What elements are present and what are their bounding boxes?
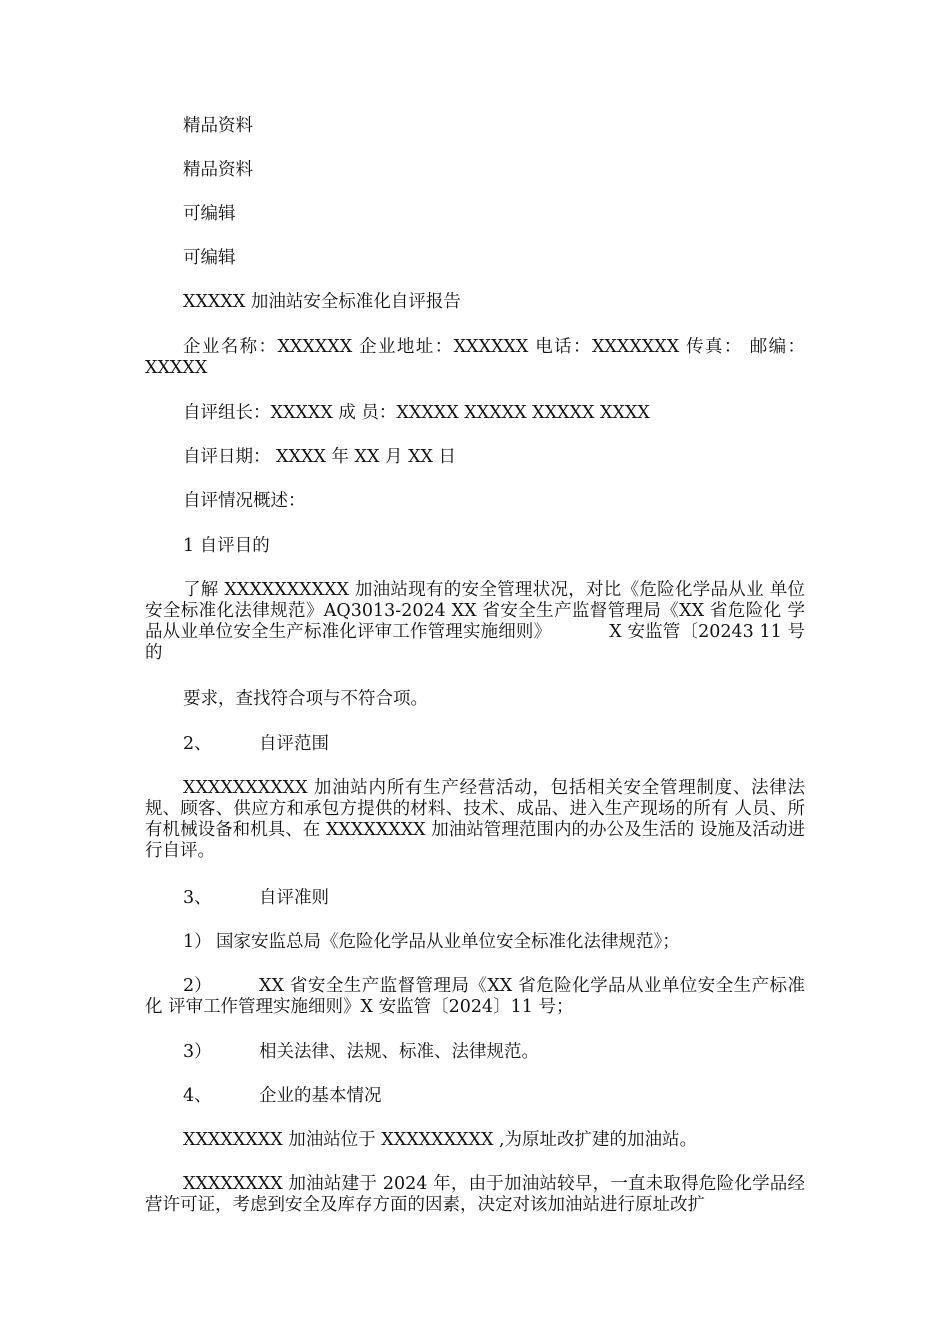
criteria-item-2-text: XX 省安全生产监督管理局《XX 省危险化学品从业单位安全生产标准化 评审工作管理实施细则》X 安监管〔2024〕11 号； — [145, 976, 805, 1017]
criteria-item-1-number: 1） — [183, 932, 212, 952]
section-1-body — [145, 580, 805, 664]
section-2-number: 2、 — [183, 734, 212, 754]
section-3-heading: 自评准则 — [259, 888, 329, 908]
section-2-body: XXXXXXXXXX 加油站内所有生产经营活动，包括相关安全管理制度、法律法规、顾客、供应方和承包方提供的材料、技术、成品、进入生产现场的所有 人员、所有机械设备和机具、在 XXXXXXXX 加油站管理范围内的办公及生活的 设施及活动进行自评。 — [145, 778, 805, 861]
criteria-item-2-number: 2） — [183, 976, 212, 996]
criteria-item-3 — [183, 1042, 539, 1063]
criteria-item-2 — [145, 976, 805, 1018]
section-1-body-main: 了解 XXXXXXXXXX 加油站现有的安全管理状况，对比《危险化学品从业 单位安全标准化法律规范》AQ3013-2024 XX 省安全生产监督管理局《XX 省危险化 学品从业单位安全生产标准化评审工作管理实施细则》 — [145, 580, 805, 642]
section-4-body-location: XXXXXXXX 加油站位于 XXXXXXXXX ,为原址改扩建的加油站。 — [183, 1130, 698, 1150]
criteria-item-3-number: 3） — [183, 1042, 212, 1062]
header-line-1: 精品资料 — [183, 116, 253, 136]
header-line-4: 可编辑 — [183, 248, 236, 268]
section-4-heading: 企业的基本情况 — [259, 1086, 382, 1106]
overview-heading: 自评情况概述： — [183, 491, 306, 511]
section-4-number: 4、 — [183, 1086, 212, 1106]
section-3-number: 3、 — [183, 888, 212, 908]
section-4-body-history: XXXXXXXX 加油站建于 2024 年，由于加油站较早，一直未取得危险化学品经 营许可证，考虑到安全及库存方面的因素，决定对该加油站进行原址改扩 — [145, 1174, 805, 1215]
header-line-3: 可编辑 — [183, 204, 236, 224]
section-4-heading-line — [183, 1086, 382, 1107]
evaluation-date: 自评日期： XXXX 年 XX 月 XX 日 — [183, 447, 457, 467]
section-3-heading-line — [183, 888, 329, 909]
section-2-heading: 自评范围 — [259, 734, 329, 754]
header-line-2: 精品资料 — [183, 160, 253, 180]
section-1-body-end: 要求，查找符合项与不符合项。 — [183, 689, 428, 709]
section-1-body-ref: X 安监管〔20243 11 号的 — [145, 622, 805, 663]
criteria-item-3-text: 相关法律、法规、标准、法律规范。 — [259, 1042, 539, 1062]
section-2-heading-line — [183, 734, 329, 755]
report-title: XXXXX 加油站安全标准化自评报告 — [183, 292, 461, 312]
company-info: 企业名称：XXXXXX 企业地址：XXXXXX 电话：XXXXXXX 传真： 邮编：XXXXX — [145, 337, 805, 378]
section-1-heading: 1 自评目的 — [183, 536, 270, 556]
criteria-item-1 — [183, 932, 680, 953]
team-members: 自评组长：XXXXX 成 员：XXXXX XXXXX XXXXX XXXX — [183, 403, 650, 423]
criteria-item-1-text: 国家安监总局《危险化学品从业单位安全标准化法律规范》； — [216, 932, 680, 952]
